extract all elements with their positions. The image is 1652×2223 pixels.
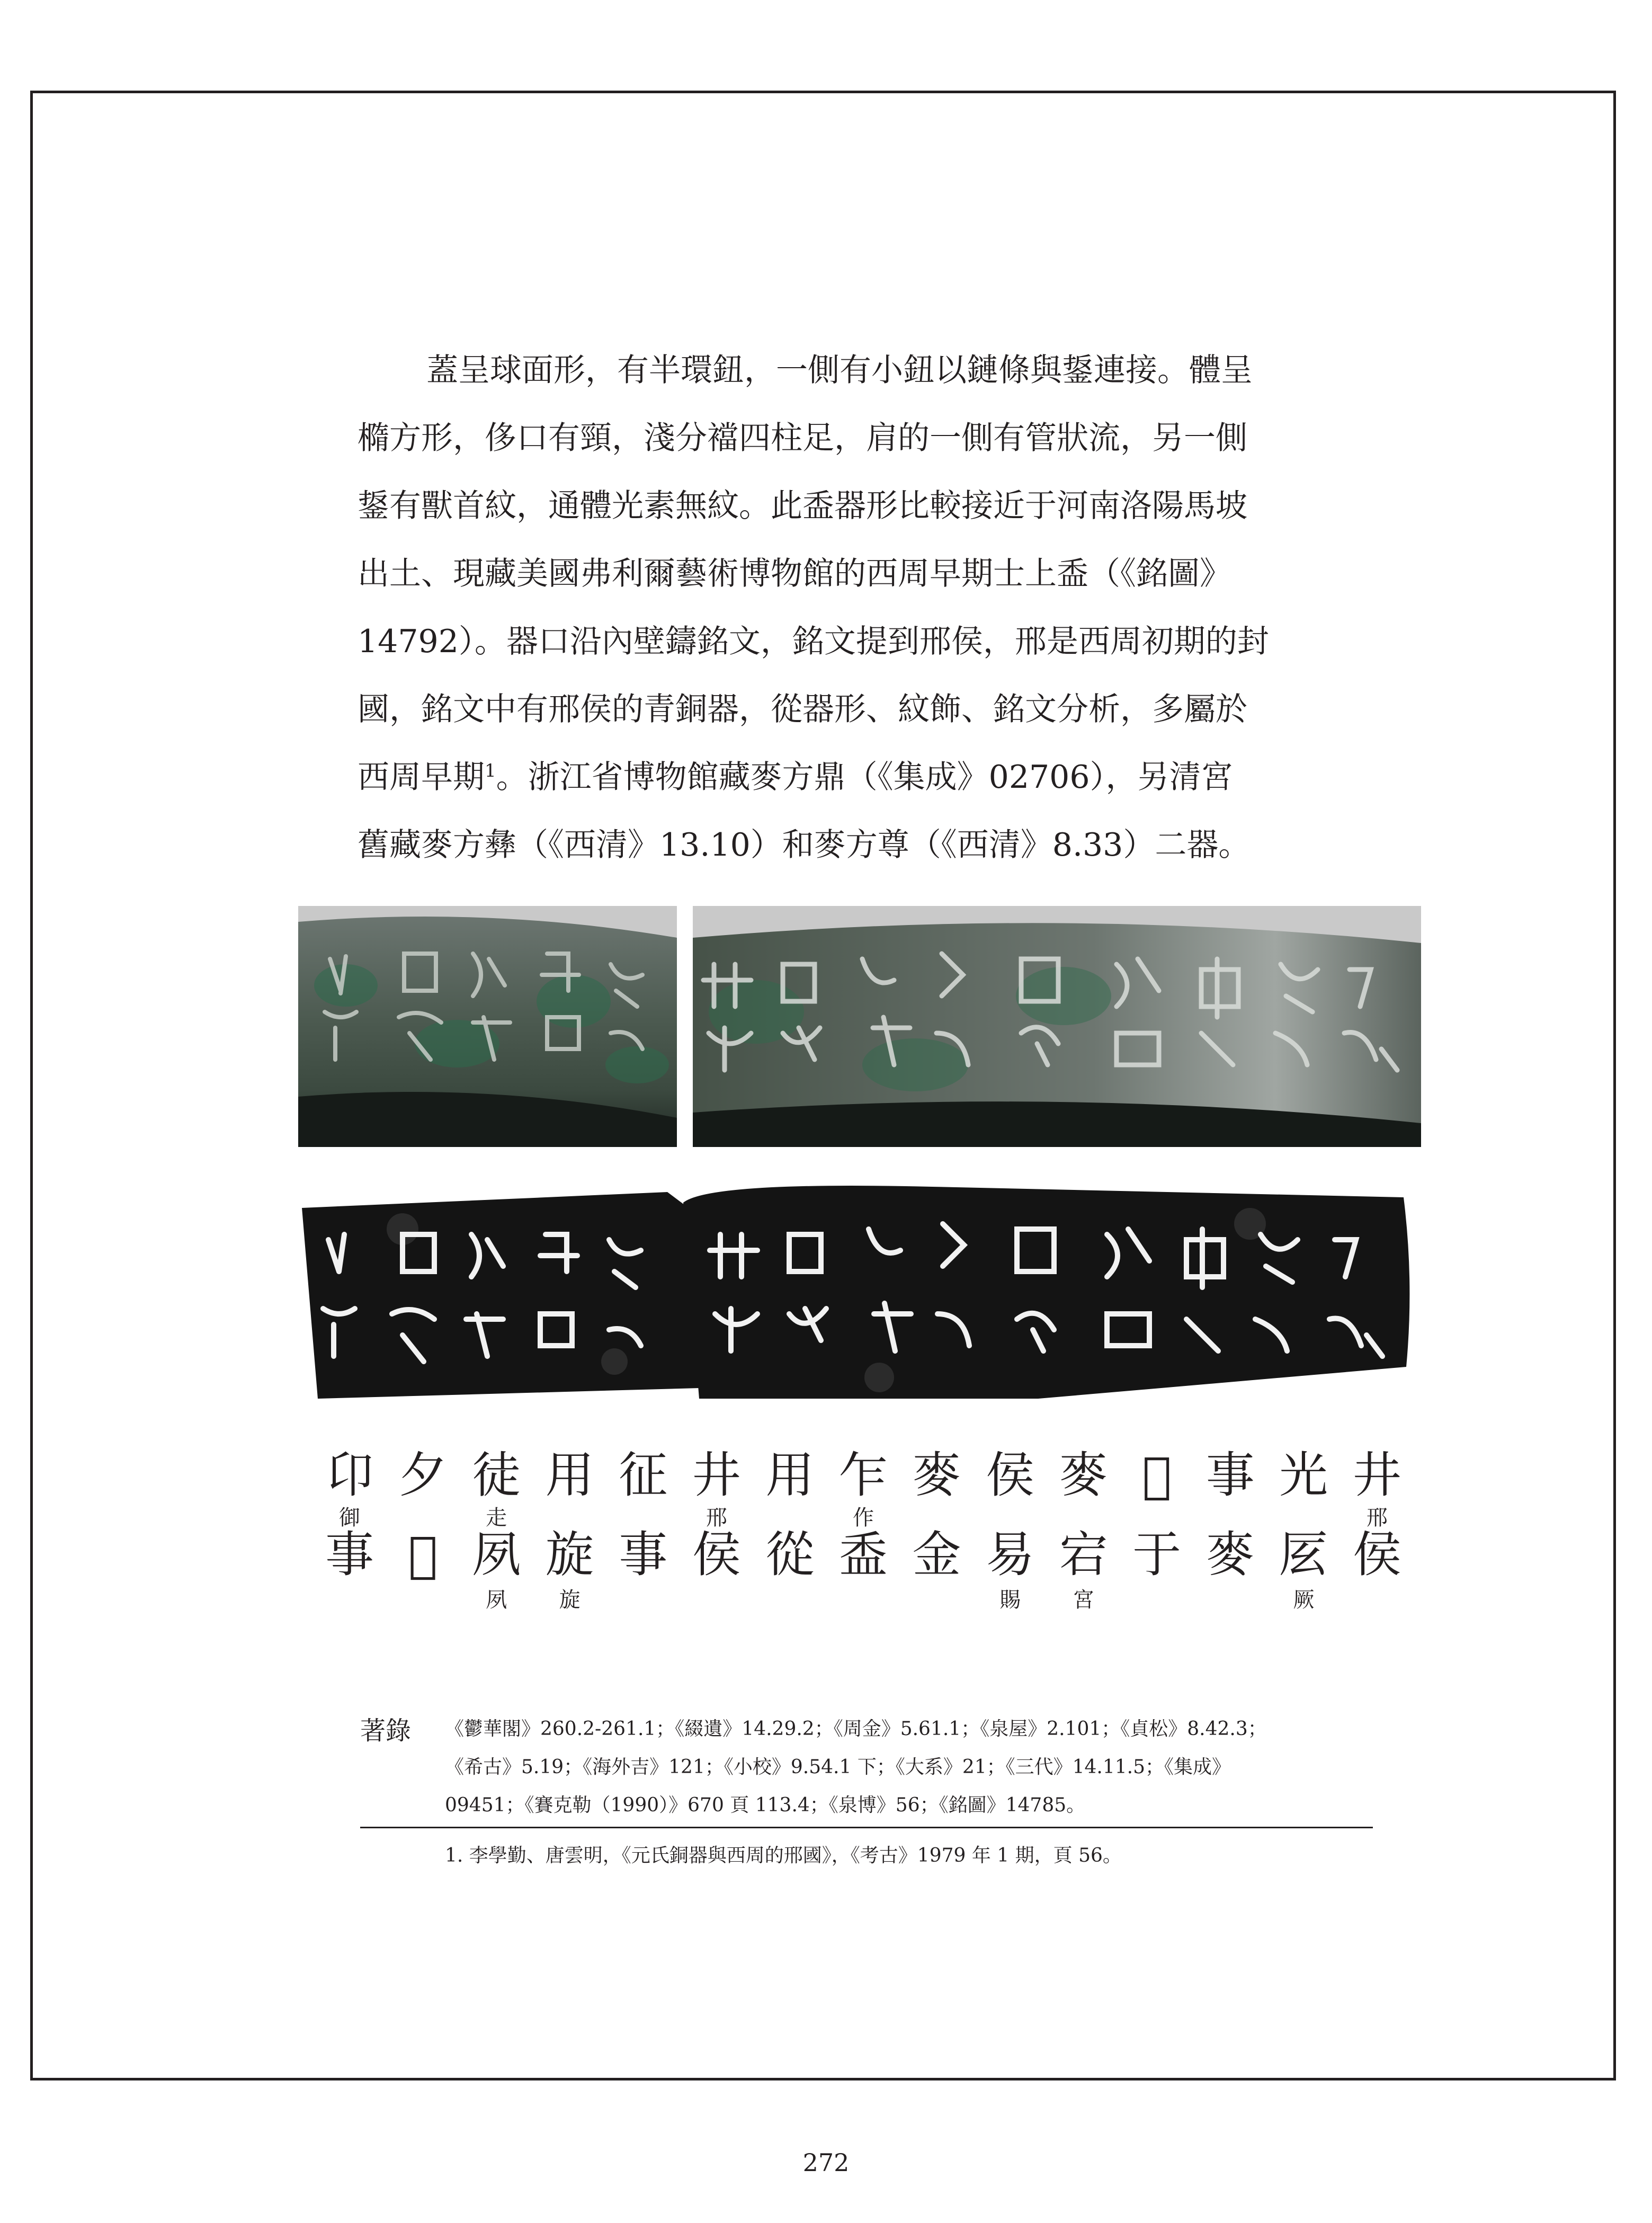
transcription-char: 夙 [472, 1526, 521, 1583]
transcription-char: 麥 [912, 1447, 961, 1504]
body-line: 橢方形，侈口有頸，淺分襠四柱足，肩的一側有管狀流，另一側 [358, 420, 1247, 457]
transcription-gloss-row-2 [318, 1587, 1409, 1613]
bibliography-line: 《希古》5.19；《海外吉》121；《小校》9.54.1 下；《大系》21；《三代》14.11.5；《集成》 [445, 1756, 1231, 1778]
page-number: 272 [802, 2148, 850, 2177]
body-line: 14792）。器口沿內壁鑄銘文，銘文提到邢侯，邢是西周初期的封 [358, 623, 1269, 660]
bibliography-line: 09451；《賽克勒（1990）》670 頁 113.4；《泉博》56；《銘圖》14785。 [445, 1794, 1086, 1816]
gloss-char: 作 [852, 1506, 874, 1530]
gloss-char [758, 1587, 821, 1613]
transcription-char: 從 [765, 1526, 815, 1583]
transcription-char: 井 [692, 1447, 741, 1504]
gloss-char [1199, 1587, 1262, 1613]
gloss-char: 走 [486, 1506, 507, 1530]
transcription-char: 侯 [986, 1447, 1035, 1504]
gloss-char [1345, 1587, 1409, 1613]
transcription-char: 光 [1279, 1447, 1328, 1504]
transcription-char: 征 [619, 1447, 668, 1504]
gloss-char: 厥 [1293, 1588, 1315, 1612]
body-text: 西周早期 [358, 759, 485, 796]
transcription-char: 宕 [1059, 1526, 1108, 1583]
transcription-char: 徒 [472, 1447, 521, 1504]
inscription-rubbing [297, 1176, 1414, 1415]
transcription-char: 㕄 [1279, 1526, 1328, 1583]
gloss-char [685, 1587, 748, 1613]
transcription-char: 易 [986, 1526, 1035, 1583]
gloss-char: 御 [339, 1506, 360, 1530]
transcription-row-2 [318, 1526, 1409, 1584]
transcription-char: 用 [545, 1447, 594, 1504]
transcription-char: 麥 [1059, 1447, 1108, 1504]
gloss-char: 邢 [706, 1506, 727, 1530]
gloss-char: 宮 [1073, 1588, 1094, 1612]
transcription-char: 乍 [838, 1447, 888, 1504]
body-line [358, 743, 1372, 811]
gloss-char [832, 1587, 895, 1613]
body-line: 國，銘文中有邢侯的青銅器，從器形、紋飾、銘文分析，多屬於 [358, 691, 1247, 728]
transcription-char: 侯 [692, 1526, 741, 1583]
transcription-char: 麥 [1205, 1526, 1255, 1583]
transcription-char: 金 [912, 1526, 961, 1583]
gloss-char: 旋 [559, 1588, 581, 1612]
inscription-photo-right [693, 906, 1421, 1147]
gloss-char [318, 1587, 381, 1613]
transcription-char: 事 [325, 1526, 374, 1583]
footnote: 1. 李學勤、唐雲明，《元氏銅器與西周的邢國》，《考古》1979 年 1 期，頁 56。 [445, 1845, 1122, 1866]
inscription-photo-left [298, 906, 677, 1147]
body-line: 鋬有獸首紋，通體光素無紋。此盉器形比較接近于河南洛陽馬坡 [358, 487, 1247, 524]
transcription-char: 用 [765, 1447, 815, 1504]
gloss-char: 賜 [999, 1588, 1021, 1612]
transcription-char: 夕 [398, 1447, 448, 1504]
transcription-row-1 [318, 1446, 1409, 1505]
body-paragraph [358, 336, 1372, 879]
transcription-char: 于 [1132, 1526, 1182, 1583]
transcription-char: 事 [1205, 1447, 1255, 1504]
transcription-char: 盉 [838, 1526, 888, 1583]
gloss-char [611, 1587, 675, 1613]
transcription-char: 卬 [325, 1447, 374, 1504]
gloss-char: 邢 [1366, 1506, 1388, 1530]
transcription-char: 旋 [545, 1526, 594, 1583]
bibliography-line: 《鬱華閣》260.2-261.1；《綴遺》14.29.2；《周金》5.61.1；《泉屋》2.101；《貞松》8.42.3； [445, 1718, 1267, 1740]
transcription-char: 𡧊 [408, 1526, 438, 1583]
bibliography-list [445, 1710, 1367, 1825]
transcription-char: 𡧊 [1142, 1447, 1172, 1504]
transcription-char: 侯 [1352, 1526, 1401, 1583]
body-line: 蓋呈球面形，有半環鈕，一側有小鈕以鏈條與鋬連接。體呈 [426, 352, 1253, 389]
bibliography-label: 著錄 [360, 1716, 412, 1746]
footnote-divider [360, 1827, 1373, 1828]
transcription-char: 事 [619, 1526, 668, 1583]
gloss-char [905, 1587, 969, 1613]
footnote-ref: 1 [485, 760, 496, 781]
body-text: 。浙江省博物館藏麥方鼎（《集成》02706），另清宮 [496, 759, 1233, 796]
body-line: 出土、現藏美國弗利爾藝術博物館的西周早期士上盉（《銘圖》 [358, 555, 1231, 592]
transcription-char: 井 [1352, 1447, 1401, 1504]
gloss-char: 夙 [486, 1588, 507, 1612]
gloss-char [1125, 1587, 1189, 1613]
body-line: 舊藏麥方彝（《西清》13.10）和麥方尊（《西清》8.33）二器。 [358, 826, 1251, 864]
gloss-char [391, 1587, 455, 1613]
